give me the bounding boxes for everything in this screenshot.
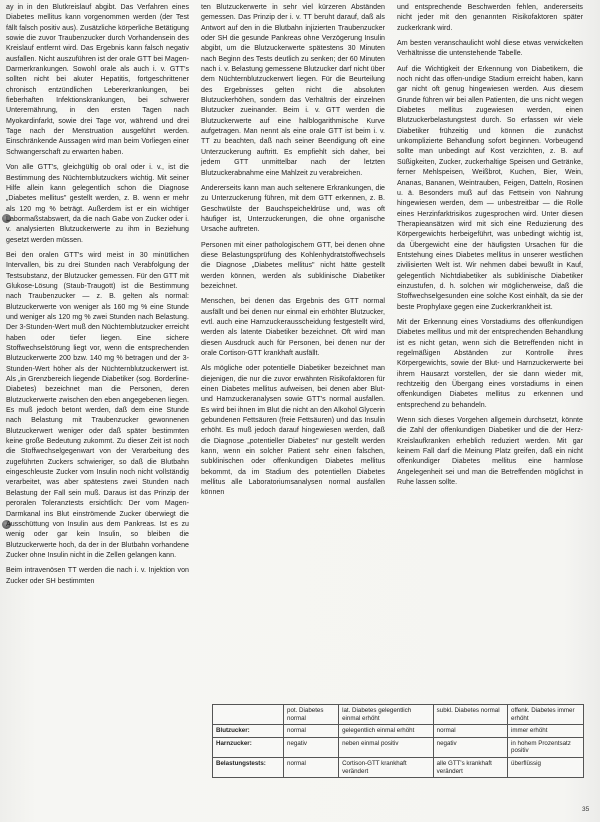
paragraph: Beim intravenösen TT werden die nach i. v. Injektion von Zucker oder SH bestimmten bbox=[6, 567, 189, 585]
table-row bbox=[213, 757, 584, 777]
paragraph: Menschen, bei denen das Ergebnis des GTT normal ausfällt und bei denen nur einmal ein erhöhter Blutzucker, evtl. auch eine Harnzuckerausscheidung festgestellt wird, werden als latente Diabetiker bezeichnet. Oft wird man diesen Ausdruck auch für Personen, bei denen nur der orale Cortison-GTT krankhaft ausfällt. bbox=[201, 298, 385, 357]
table-row bbox=[213, 725, 584, 738]
table-cell: normal bbox=[284, 725, 339, 738]
table-cell: negativ bbox=[284, 737, 339, 757]
table-cell: gelegentlich einmal erhöht bbox=[339, 725, 434, 738]
table-header-cell: pot. Diabetes normal bbox=[284, 705, 339, 725]
text-column-left bbox=[6, 3, 189, 592]
paragraph: Personen mit einer pathologischem GTT, bei denen ohne diese Belastungsprüfung des Kohlenhydratstoffwechsels die Diagnose „Diabetes mellitus" nicht hätte gestellt werden können, werden als subklinische Diabetiker bezeichnet. bbox=[201, 241, 385, 290]
table-cell bbox=[213, 705, 284, 725]
table-cell: in hohem Prozentsatz positiv bbox=[508, 737, 584, 757]
paragraph: Andererseits kann man auch seltenere Erkrankungen, die zu Unterzuckerung führen, mit dem GTT erkennen, z. B. Geschwülste der Bauchspeicheldrüse und, was oft häufiger ist, Unterzuckerungen, die ohne organische Ursache auftreten. bbox=[201, 184, 385, 234]
paragraph: Mit der Erkennung eines Vorstadiums des offenkundigen Diabetes mellitus und mit der entsprechenden Behandlung ist es nicht getan, wenn sich die Betreffenden nicht in regelmäßigen Abständen zur Kontrolle ihres Körpergewichts, sowie der Blut- und Harnzuckerwerte bei ihrem Hausarzt vorstellen, der sie dann wieder mit, rechtzeitig den Übergang eines vorstadiums in einen offenkundigen Diabetes mellitus zu erkennen und entsprechend zu behandeln. bbox=[397, 318, 583, 409]
paragraph: ten Blutzuckerwerte in sehr viel kürzeren Abständen gemessen. Das Prinzip der i. v. TT beruht darauf, daß als Antwort auf den in die Blutbahn injizierten Traubenzucker oder SH die gesunde Pankreas ohne Verzögerung Insulin abgibt, um die Blutzuckerwerte spätestens 30 Minuten nach Beginn des Tests deutlich zu senken; der 60 Minuten nach i. v. Belastung gemessene Blutzucker darf nicht über dem Nüchternblutzuckerwert liegen. Für die Beurteilung des Ergebnisses gelten nicht die absoluten Blutzuckerhöhen, sondern das Verhältnis der einzelnen Blutzucker zueinander. Beim i. v. GTT werden die Blutzuckerwerte auf eine halblogarithmische Kurve aufgetragen. Man nennt als eine orale GTT ist beim i. v. TT zu beachten, daß nach seiner Beendigung oft eine Unterzuckerung auftritt. Es empfiehlt sich daher, bei jedem GTT unmittelbar nach der letzten Blutzuckerabnahme eine Mahlzeit zu verabreichen. bbox=[201, 4, 385, 177]
paragraph: Wenn sich dieses Vorgehen allgemein durchsetzt, könnte die Zahl der offenkundigen Diabetiker und die der Herz-Kreislaufkranken erheblich reduziert werden. Mit gar keinem Fall darf die Meinung Platz greifen, daß ein nicht offenkundiger Diabetes mellitus eine harmlose Angelegenheit sei und man die Betreffenden möglichst in Ruhe lassen sollte. bbox=[397, 417, 583, 487]
paragraph: Von alle GTT's, gleichgültig ob oral oder i. v., ist die Bestimmung des Nüchternblutzuckers wichtig. Mit seiner Hilfe allein kann gelegentlich schon die Diagnose „Diabetes mellitus" gestellt werden, z. B. wenn er mehr als 120 mg % beträgt. Außerdem ist er ein wichtiger Labormaßstabswert, da die nach Gabe von Zucker oder i. v. analysierten Blutzuckerwerte zu ihm in Beziehung gesetzt werden müssen. bbox=[6, 164, 189, 244]
paragraph: Am besten veranschaulicht wohl diese etwas verwickelten Verhältnisse die untenstehende Tabelle. bbox=[397, 40, 583, 58]
table-header-cell: offenk. Diabetes immer erhöht bbox=[508, 705, 584, 725]
diabetes-classification-table bbox=[212, 704, 584, 778]
table-header-cell: lat. Diabetes gelegentlich einmal erhöht bbox=[339, 705, 434, 725]
table-header-row bbox=[213, 705, 584, 725]
table-cell: negativ bbox=[433, 737, 507, 757]
paragraph: und entsprechende Beschwerden fehlen, andererseits nicht jeder mit den genannten Risikofaktoren später zuckerkrank wird. bbox=[397, 4, 583, 32]
table-row bbox=[213, 737, 584, 757]
table-header-cell: subkl. Diabetes normal bbox=[433, 705, 507, 725]
row-label: Belastungstests: bbox=[213, 757, 284, 777]
table-cell: neben einmal positiv bbox=[339, 737, 434, 757]
paragraph: Bei den oralen GTT's wird meist in 30 minütlichen Intervallen, bis zu drei Stunden nach Verabfolgung der Testsubstanz, der Blutzucker gemessen. Für den GTT mit Glukose-Lösung (Staub-Traugott) ist die Bestimmung nach Traubenzucker — z. B. gelten als normal: Blutzuckerwerte von weniger als 160 mg % eine Stunde und weniger als 120 mg % zwei Stunden nach Belastung. Der 3-Stunden-Wert muß den Nüchternblutzucker erreicht haben oder tiefer liegen. Eine sichere Stoffwechselstörung liegt vor, wenn die entsprechenden Blutzuckerwerte 200 bzw. 140 mg % betragen und der 3-Stunden-Wert höher als der Nüchternblutzuckerwert ist. Als „in Grenzbereich liegende Diabetiker (sog. Borderline-Diabetes) bezeichnet man die Personen, deren Blutzuckerwerte zwischen den eben angegebenen liegen. Es muß jedoch betont werden, daß dem eine Stunde nach Belastung mit Traubenzucker gewonnenen Blutzuckerwert weniger oder daß später bestimmten keine große Bedeutung zukommt. Zu dieser Zeit ist noch die Stoffwechselgegenwart von der Verarbeitung des zugeführten Zuckers schwieriger, so daß die Blutbahn eingeschleuste Zucker vom Insulin noch nicht vollständig verarbeitet, was aber spätestens zwei Stunden nach Belastung der Fall sein muß. Daraus ist das Prinzip der peroralen Toleranztests ersichtlich: Der vom Magen-Darmkanal ins Blut einströmende Zucker überwiegt die Ausschüttung von Insulin aus dem Pankreas. Ist es zu wenig oder gar kein Insulin, so bleiben die Blutzuckerwerte hoch, da der in der Blutbahn vorhandene Zucker ohne Insulin nicht in die Zellen gelangen kann. bbox=[6, 251, 189, 559]
table-cell: immer erhöht bbox=[508, 725, 584, 738]
table-cell: normal bbox=[433, 725, 507, 738]
table-cell: normal bbox=[284, 757, 339, 777]
table-cell: alle GTT's krankhaft verändert bbox=[433, 757, 507, 777]
text-column-right bbox=[397, 3, 583, 493]
row-label: Blutzucker: bbox=[213, 725, 284, 738]
paragraph: Auf die Wichtigkeit der Erkennung von Diabetikern, die noch nicht das offen-undige Stadium erreicht haben, kann gar nicht oft genug hingewiesen werden. Aus diesem Grunde führen wir bei allen Patienten, die uns nicht wegen Diabetes mellitus zugewiesen werden, einen Blutzuckerbelastungstest durch. So erfassen wir viele Diabetiker frühzeitig und können die zunächst unkomplizierte Behandlung sofort beginnen. Vorbeugend sollte man unbedingt auf Kost verzichten, z. B. auf Süßigkeiten, Zucker, zuckerhaltige Speisen und Getränke, ferner Mehlspeisen, Weißbrot, Kuchen, Bier, Wein, Ananas, Bananen, Weintrauben, Feigen, Datteln, Rosinen u. ä. Besonders muß auf das Fettsein von Nahrung hingewiesen werden, dem — unbestreitbar — die Rolle eines Herzinfarktrisikos zugesprochen wird. Unter diesen Therapieansätzen wird mit sich eine Reduzierung des Körpergewichts herbeigeführt, was unbedingt wichtig ist, da Übergewicht eine der häufigsten Ursachen für die Entstehung eines Diabetes mellitus in unserer westlichen zivilisierten Welt ist. Wir nehmen dabei bewußt in Kauf, gelegentlich Nichtdiabetiker als subklinische Diabetiker einzustufen, d. h. solchen wir möglicherweise, daß die Stoffwechselgesunden eine solche Kost einhält, da sie der beste Prophylaxe gegen eine Zuckerkrankheit ist. bbox=[397, 65, 583, 311]
page-number: 35 bbox=[582, 806, 590, 813]
table-cell: Cortison-GTT krankhaft verändert bbox=[339, 757, 434, 777]
row-label: Harnzucker: bbox=[213, 737, 284, 757]
paragraph: Als mögliche oder potentielle Diabetiker bezeichnet man diejenigen, die nur die zuvor erwähnten Risikofaktoren für einen Diabetes mellitus aufweisen, bei denen aber Blut- und Harnzuckeranalysen sowie GTT's normal ausfallen. Es wird bei ihnen im Blut die nicht an den Alkohol Glycerin gebundenen Fettsäuren (freie Fettsäuren) und das Insulin erhöht. Es muß jedoch darauf hingewiesen werden, daß die Diagnose „potentieller Diabetes" nur gestellt werden kann, wenn ein solcher Patient sehr einen falschen, subklinischen oder offenkundigen Diabetes mellitus bekommt, da im Stadium des potentiellen Diabetes mellitus alle Laboratoriumsanalysen normal ausfallen können bbox=[201, 365, 385, 497]
paragraph: ay in in den Blutkreislauf abgibt. Das Verfahren eines Diabetes mellitus kann vorgenommen werden (der Test fällt falsch positiv aus). Zusätzliche körperliche Betätigung sowie die zuvor Traubenzucker durch Vorhandensein des Kreislauf entfernt wird. Das Ergebnis kann falsch negativ ausfallen. Nicht auszuführen ist der orale GTT bei Magen-Darmerkrankungen. Sowohl orale als auch i. v. GTT's sollten nicht bei akuter Hepatitis, fortgeschrittener chronisch entzündlichen Lebererkrankungen, bei fieberhaften Infektionskrankungen, bei schwerer Unterernährung, in den ersten Tagen nach Myokardinfarkt, sowie drei Tage vor, während und drei Tage nach der Menstruation ausgeführt werden. Einschränkende Aussagen wird man beim Vorliegen einer Schwangerschaft zu erwarten haben. bbox=[6, 4, 189, 156]
table-cell: überflüssig bbox=[508, 757, 584, 777]
text-column-middle bbox=[201, 3, 385, 504]
